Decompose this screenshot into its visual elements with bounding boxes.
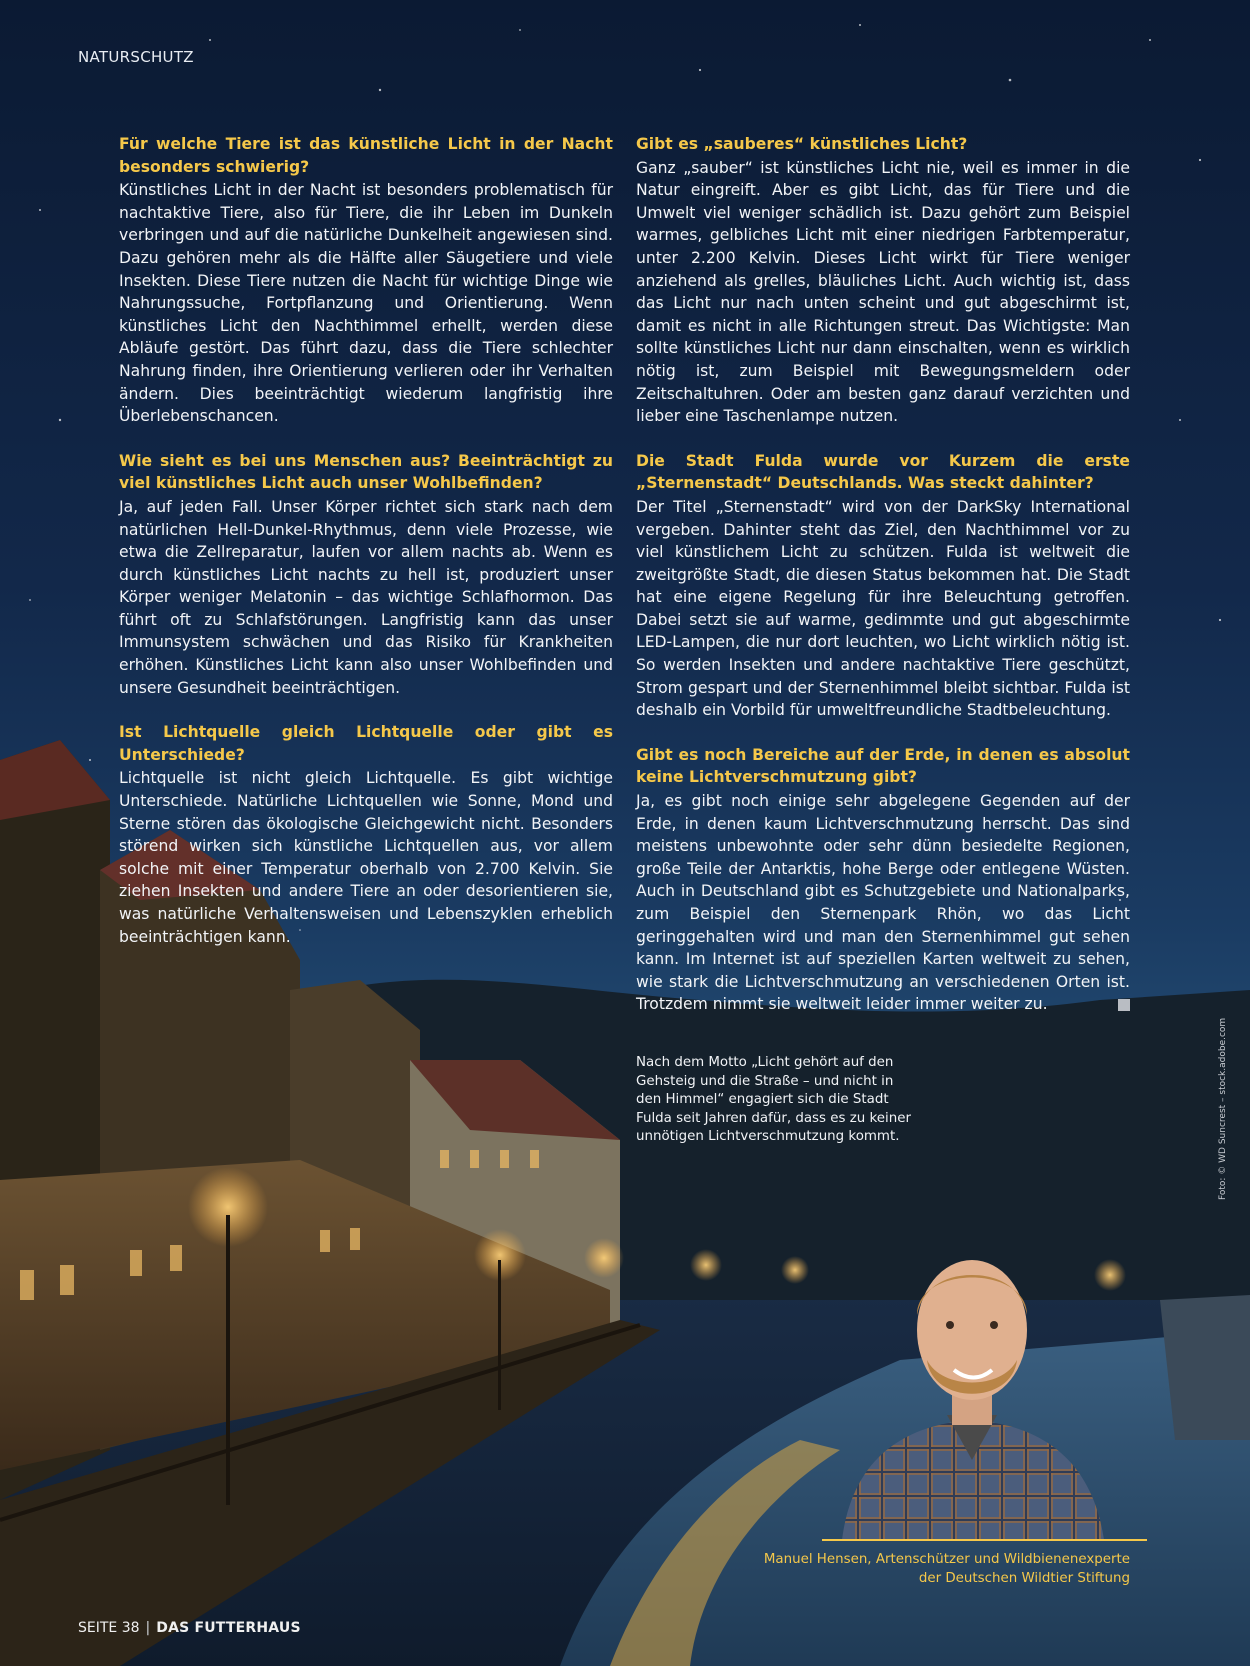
end-of-article-mark	[1118, 999, 1130, 1011]
question-heading: Gibt es „sauberes“ künstliches Licht?	[636, 135, 968, 153]
question-heading: Ist Lichtquelle gleich Lichtquelle oder gibt es Unterschiede?	[119, 723, 613, 764]
portrait-caption-line: der Deutschen Wildtier Stiftung	[918, 1571, 1130, 1586]
brand-name: DAS FUTTERHAUS	[156, 1620, 301, 1636]
portrait-caption-rule	[822, 1539, 1147, 1541]
photo-credit: Foto: © WD Suncrest – stock.adobe.com	[1218, 1017, 1228, 1200]
interview-column-right	[636, 133, 1130, 1038]
answer-paragraph: Ja, auf jeden Fall. Unser Körper richtet sich stark nach dem natürlichen Hell-Dunkel-Rhythmus, denn viele Prozesse, wie etwa die Zellreparatur, laufen vor allem nachts ab. Wenn es durch künstliches Licht nachts zu hell ist, produziert unser Körper weniger Melatonin – das wichtige Schlafhormon. Das führt oft zu Schlafstörungen. Langfristig kann das unser Immunsystem schwächen und das Risiko für Krankheiten erhöhen. Künstliches Licht kann also unser Wohlbefinden und unsere Gesundheit beeinträchtigen.	[119, 497, 613, 697]
answer-text: Ja, es gibt noch einige sehr abgelegene Gegenden auf der Erde, in denen kaum Lichtverschmutzung herrscht. Das sind meistens unbewohnte oder sehr dünn besiedelte Regionen, große Teile der Antarktis, hohe Berge oder entlegene Wüsten. Auch in Deutschland gibt es Schutzgebiete und Nationalparks, zum Beispiel den Sternenpark Rhön, wo das Licht geringgehalten wird und man den Sternenhimmel gut sehen kann. Im Internet ist auf speziellen Karten weltweit zu sehen, wie stark die Lichtverschmutzung an verschiedenen Orten ist. Trotzdem nimmt sie weltweit leider immer weiter zu.	[636, 792, 1130, 1014]
answer-paragraph: Ganz „sauber“ ist künstliches Licht nie, weil es immer in die Natur eingreift. Aber es gibt Licht, das für Tiere und die Umwelt viel weniger schädlich ist. Dazu gehört zum Beispiel warmes, gelbliches Licht mit einer niedrigen Farbtemperatur, unter 2.200 Kelvin. Dieses Licht wirkt für Tiere weniger anziehend als grelles, bläuliches Licht. Auch wichtig ist, dass das Licht nur nach unten scheint und gut abgeschirmt ist, damit es nicht in alle Richtungen streut. Das Wichtigste: Man sollte künstliches Licht nur dann einschalten, wenn es wirklich nötig ist, zum Beispiel mit Bewegungsmeldern oder Zeitschaltuhren. Oder am besten ganz darauf verzichten und lieber eine Taschenlampe nutzen.	[636, 158, 1130, 426]
portrait-caption-line: Manuel Hensen, Artenschützer und Wildbienenexperte	[763, 1552, 1130, 1567]
question-heading: Die Stadt Fulda wurde vor Kurzem die erste „Sternenstadt“ Deutschlands. Was steckt dahinter?	[636, 451, 1130, 493]
answer-paragraph	[636, 790, 1130, 1016]
portrait-photo	[822, 1220, 1122, 1540]
interview-column-left	[119, 133, 613, 970]
question-heading: Für welche Tiere ist das künstliche Licht in der Nacht besonders schwierig?	[119, 135, 613, 176]
answer-paragraph: Lichtquelle ist nicht gleich Lichtquelle. Es gibt wichtige Unterschiede. Natürliche Lichtquellen wie Sonne, Mond und Sterne stören das ökologische Gleichgewicht nicht. Besonders störend wirken sich künstliche Lichtquellen aus, vor allem solche mit einer Temperatur oberhalb von 2.700 Kelvin. Sie ziehen Insekten und andere Tiere an oder desorientieren sie, was natürliche Verhaltensweisen und Lebenszyklen erheblich beeinträchtigen kann.	[119, 769, 613, 946]
answer-paragraph: Der Titel „Sternenstadt“ wird von der DarkSky International vergeben. Dahinter steht das Ziel, den Nachthimmel vor zu viel künstlichem Licht zu schützen. Fulda ist weltweit die zweitgrößte Stadt, die diesen Status bekommen hat. Die Stadt hat eine eigene Regelung für ihre Beleuchtung getroffen. Dabei setzt sie auf warme, gedimmte und gut abgeschirmte LED-Lampen, die nur dort leuchten, wo Licht wirklich nötig ist. So werden Insekten und andere nachtaktive Tiere geschützt, Strom gespart und der Sternenhimmel bleibt sichtbar. Fulda ist deshalb ein Vorbild für umweltfreundliche Stadtbeleuchtung.	[636, 497, 1130, 720]
question-heading: Gibt es noch Bereiche auf der Erde, in denen es absolut keine Lichtverschmutzung gibt?	[636, 745, 1130, 787]
portrait-caption	[760, 1550, 1130, 1588]
question-heading: Wie sieht es bei uns Menschen aus? Beeinträchtigt zu viel künstliches Licht auch unser Wohlbefinden?	[119, 451, 613, 493]
footer-separator: |	[145, 1620, 151, 1636]
section-label: NATURSCHUTZ	[78, 48, 194, 66]
answer-paragraph: Künstliches Licht in der Nacht ist besonders problematisch für nachtaktive Tiere, also für Tiere, die ihr Leben im Dunkeln verbringen und auf die natürliche Dunkelheit angewiesen sind. Dazu gehören mehr als die Hälfte aller Säugetiere und viele Insekten. Diese Tiere nutzen die Nacht für wichtige Dinge wie Nahrungssuche, Fortpflanzung und Orientierung. Wenn künstliches Licht den Nachthimmel erhellt, werden diese Abläufe gestört. Das führt dazu, dass die Tiere schlechter Nahrung finden, ihre Orientierung verlieren oder ihr Verhalten ändern. Dies beeinträchtigt wiederum langfristig ihre Überlebenschancen.	[119, 181, 613, 426]
photo-caption: Nach dem Motto „Licht gehört auf den Gehsteig und die Straße – und nicht in den Himmel“ engagiert sich die Stadt Fulda seit Jahren dafür, dass es zu keiner unnötigen Lichtverschmutzung kommt.	[636, 1055, 911, 1144]
page-number: SEITE 38	[78, 1620, 140, 1636]
page-footer	[78, 1620, 301, 1636]
